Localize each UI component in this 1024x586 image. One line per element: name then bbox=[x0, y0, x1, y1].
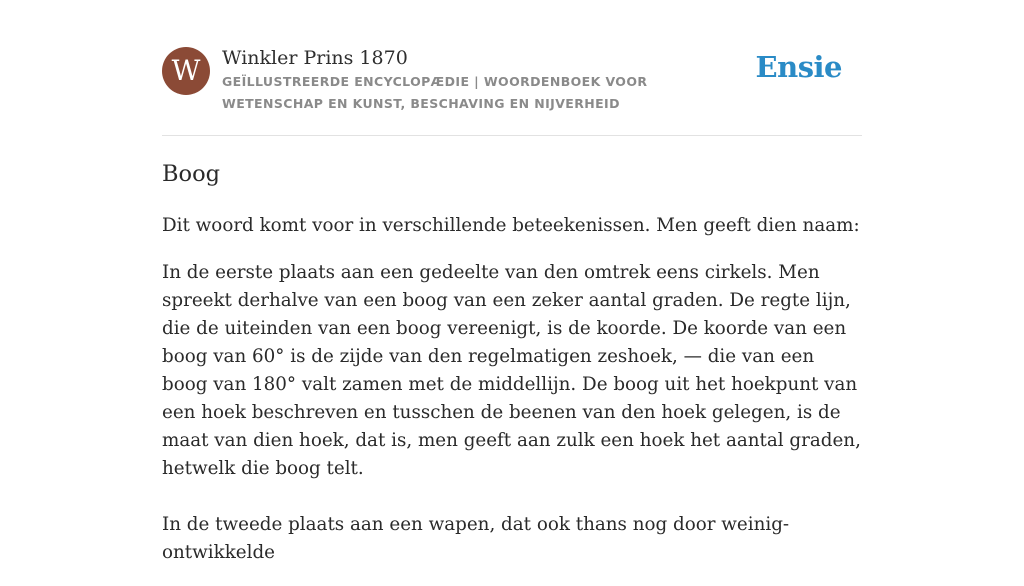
entry-title: Boog bbox=[162, 161, 221, 187]
ensie-logo-link[interactable]: Ensie bbox=[755, 50, 842, 84]
entry-paragraph: In de tweede plaats aan een wapen, dat ook thans nog door weinig-ontwikkelde bbox=[162, 514, 790, 563]
header-divider bbox=[162, 135, 862, 136]
entry-paragraph: Dit woord komt voor in verschillende beteekenissen. Men geeft dien naam: bbox=[162, 215, 860, 236]
source-subtitle: GEÏLLUSTREERDE ENCYCLOPÆDIE | WOORDENBOEK VOOR WETENSCHAP EN KUNST, BESCHAVING EN NIJVERHEID bbox=[222, 74, 648, 111]
source-header bbox=[162, 46, 862, 136]
source-avatar: W bbox=[162, 47, 210, 95]
entry-content bbox=[162, 212, 862, 586]
source-title[interactable]: Winkler Prins 1870 bbox=[222, 47, 408, 69]
entry-paragraph: In de eerste plaats aan een gedeelte van den omtrek eens cirkels. Men spreekt derhalve van een boog van een zeker aantal graden. De regte lijn, die de uiteinden van een boog vereenigt, is de koorde. De koorde van een boog van 60° is de zijde van den regelmatigen zeshoek, — die van een boog van 180° valt zamen met de middellijn. De boog uit het hoekpunt van een hoek beschreven en tusschen de beenen van den hoek gelegen, is de maat van dien hoek, dat is, men geeft aan zulk een hoek het aantal graden, hetwelk die boog telt. bbox=[162, 262, 861, 479]
